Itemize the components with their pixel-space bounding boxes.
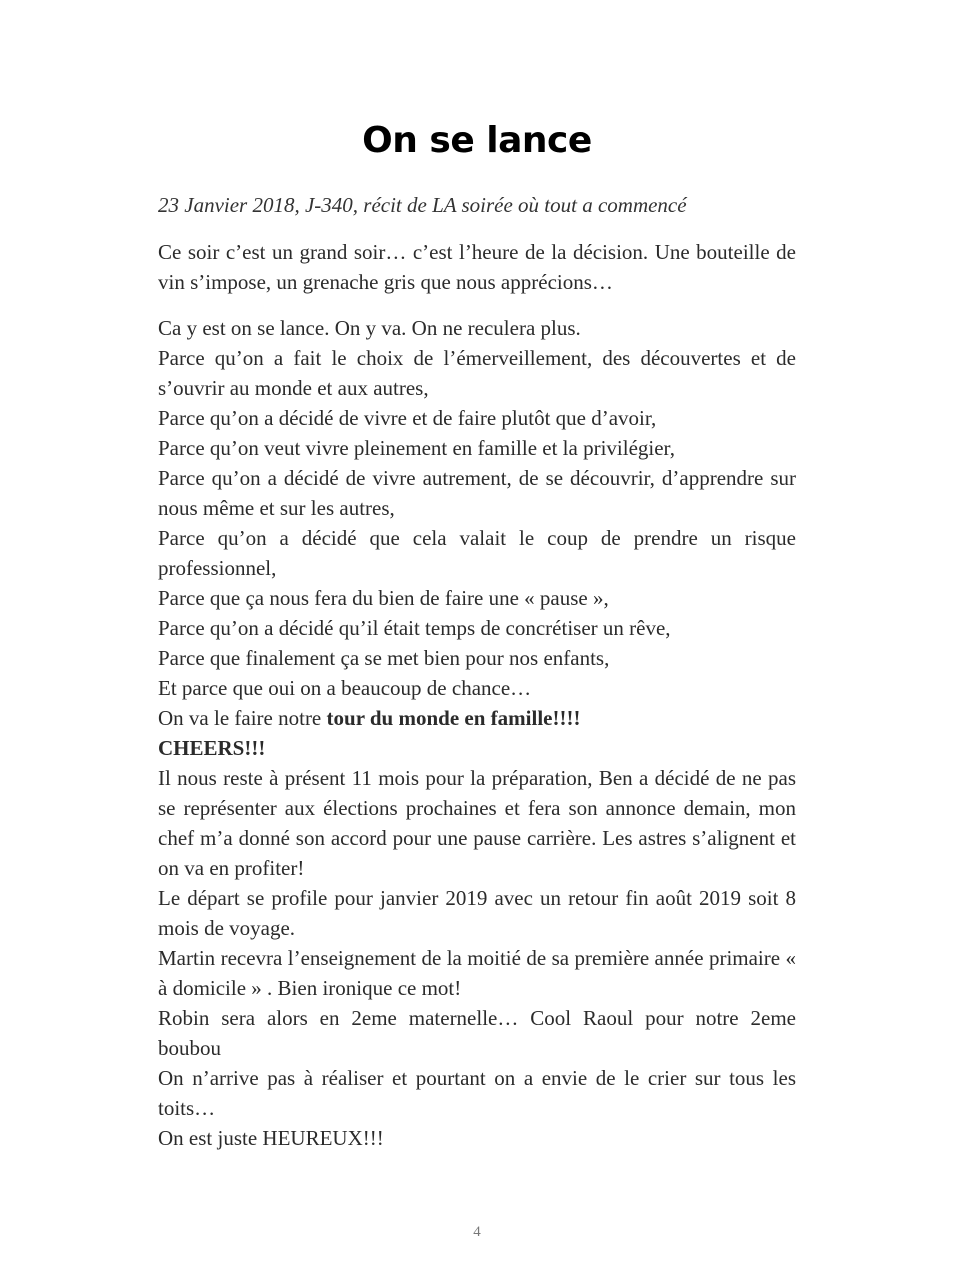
body-line: On n’arrive pas à réaliser et pourtant on a envie de le crier sur tous les toits… [158, 1066, 796, 1120]
body-line: Parce qu’on a décidé de vivre autrement, de se découvrir, d’apprendre sur nous même et sur les autres, [158, 466, 796, 520]
body-line: Il nous reste à présent 11 mois pour la préparation, Ben a décidé de ne pas se représenter aux élections prochaines et fera son annonce demain, mon chef m’a donné son accord pour une pause carrière. Les astres s’alignent et on va en profiter! [158, 766, 796, 880]
body-line: Le départ se profile pour janvier 2019 avec un retour fin août 2019 soit 8 mois de voyage. [158, 886, 796, 940]
body-line: Parce qu’on veut vivre pleinement en famille et la privilégier, [158, 436, 675, 460]
body-line: On est juste HEUREUX!!! [158, 1126, 384, 1150]
page-title: On se lance [362, 120, 592, 161]
cheers-line: CHEERS!!! [158, 736, 266, 760]
body-line: Parce que finalement ça se met bien pour nos enfants, [158, 646, 610, 670]
tour-line-bold: tour du monde en famille!!!! [326, 706, 581, 730]
body-line: Parce qu’on a décidé que cela valait le coup de prendre un risque professionnel, [158, 526, 796, 580]
body-line: Parce qu’on a décidé de vivre et de faire plutôt que d’avoir, [158, 406, 657, 430]
page-number: 4 [473, 1224, 481, 1240]
body-line: Parce qu’on a décidé qu’il était temps de concrétiser un rêve, [158, 616, 671, 640]
body-line: Et parce que oui on a beaucoup de chance… [158, 676, 532, 700]
body-line: Ca y est on se lance. On y va. On ne reculera plus. [158, 316, 581, 340]
body-line: Parce que ça nous fera du bien de faire une « pause », [158, 586, 609, 610]
tour-line [158, 703, 796, 733]
subtitle-date: 23 Janvier 2018, J-340, récit de LA soirée où tout a commencé [158, 193, 687, 217]
body-line: Martin recevra l’enseignement de la moitié de sa première année primaire « à domicile » . Bien ironique ce mot! [158, 946, 796, 1000]
body-text [158, 313, 796, 1153]
tour-line-prefix: On va le faire notre [158, 706, 327, 730]
body-line: Parce qu’on a fait le choix de l’émerveillement, des découvertes et de s’ouvrir au monde et aux autres, [158, 346, 796, 400]
intro-paragraph: Ce soir c’est un grand soir… c’est l’heure de la décision. Une bouteille de vin s’impose, un grenache gris que nous apprécions… [158, 240, 796, 294]
body-line: Robin sera alors en 2eme maternelle… Cool Raoul pour notre 2eme boubou [158, 1006, 796, 1060]
